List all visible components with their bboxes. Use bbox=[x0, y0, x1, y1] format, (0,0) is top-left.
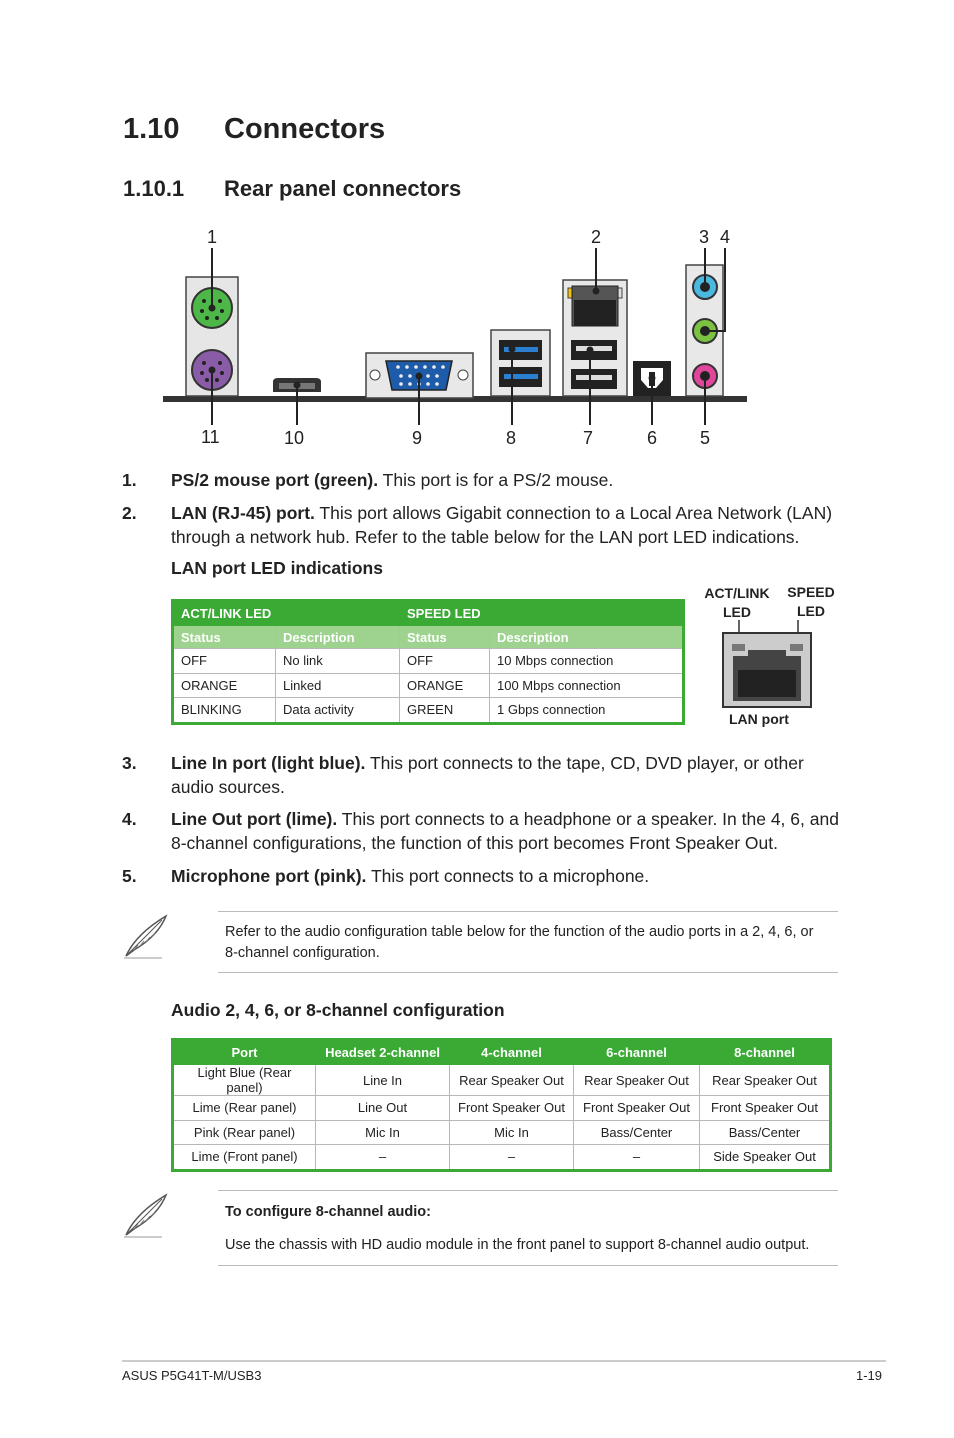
table-row bbox=[173, 1065, 831, 1096]
table-row bbox=[173, 1145, 831, 1171]
table-cell: 10 Mbps connection bbox=[490, 649, 684, 674]
table-cell: Front Speaker Out bbox=[700, 1096, 831, 1121]
group-header-speed: SPEED LED bbox=[400, 601, 684, 626]
section-title: 1.10 Connectors bbox=[123, 113, 386, 145]
table-cell: Data activity bbox=[276, 698, 400, 724]
note-box-1 bbox=[218, 911, 838, 973]
table-cell: – bbox=[574, 1145, 700, 1171]
table-cell: Rear Speaker Out bbox=[574, 1065, 700, 1096]
column-header: Headset 2-channel bbox=[316, 1040, 450, 1065]
table-cell: Rear Speaker Out bbox=[450, 1065, 574, 1096]
callout-10: 10 bbox=[284, 428, 305, 448]
table-cell: Linked bbox=[276, 673, 400, 698]
note-title-2: To configure 8-channel audio: bbox=[225, 1204, 431, 1220]
speed-led-label: SPEED LED bbox=[787, 584, 835, 619]
callout-6: 6 bbox=[647, 428, 658, 448]
callout-7: 7 bbox=[583, 428, 594, 448]
table-cell: Line In bbox=[316, 1065, 450, 1096]
table-cell: – bbox=[316, 1145, 450, 1171]
table-row bbox=[173, 1120, 831, 1145]
column-header: 6-channel bbox=[574, 1040, 700, 1065]
lan-port-caption: LAN port bbox=[729, 711, 789, 727]
note-pen-icon bbox=[122, 1191, 170, 1239]
audio-config-table bbox=[171, 1038, 832, 1172]
list-item-5: 5. Microphone port (pink). This port connects to a microphone. bbox=[122, 866, 650, 886]
table-cell: Rear Speaker Out bbox=[700, 1065, 831, 1096]
table-row bbox=[173, 673, 684, 698]
table-cell: Mic In bbox=[316, 1120, 450, 1145]
table-cell: Line Out bbox=[316, 1096, 450, 1121]
table-row bbox=[173, 698, 684, 724]
callout-11: 11 bbox=[201, 427, 220, 447]
table-cell: OFF bbox=[173, 649, 276, 674]
table-cell: – bbox=[450, 1145, 574, 1171]
callout-2: 2 bbox=[591, 227, 602, 247]
list-item-4: 4. Line Out port (lime). This port connects to a headphone or a speaker. In the 4, 6, and 8-channel configurations, the function of this port becomes Front Speaker Out. bbox=[122, 809, 839, 853]
table-cell: Front Speaker Out bbox=[574, 1096, 700, 1121]
list-item-1: 1. PS/2 mouse port (green). This port is for a PS/2 mouse. bbox=[122, 470, 614, 490]
list-item-2: 2. LAN (RJ-45) port. This port allows Gigabit connection to a Local Area Network (LAN) through a network hub. Refer to the table below for the LAN port LED indications. bbox=[122, 503, 833, 547]
column-header: Status bbox=[400, 626, 490, 649]
footer-rule bbox=[122, 1360, 886, 1362]
rear-panel-diagram bbox=[155, 240, 755, 430]
table-cell: Bass/Center bbox=[700, 1120, 831, 1145]
table-cell: OFF bbox=[400, 649, 490, 674]
column-header: Description bbox=[276, 626, 400, 649]
table-cell: Pink (Rear panel) bbox=[173, 1120, 316, 1145]
table-cell: Front Speaker Out bbox=[450, 1096, 574, 1121]
lan-usb-block bbox=[563, 280, 627, 396]
lan-port-figure bbox=[720, 620, 815, 710]
led-table-title: LAN port LED indications bbox=[171, 558, 383, 578]
callout-4: 4 bbox=[720, 227, 731, 247]
note-text-1: Refer to the audio configuration table below for the function of the audio ports in a 2, 4, 6, or 8-channel configuration. bbox=[225, 924, 814, 961]
usb3-ports bbox=[491, 330, 550, 396]
table-cell: Mic In bbox=[450, 1120, 574, 1145]
table-cell: GREEN bbox=[400, 698, 490, 724]
table-cell: 1 Gbps connection bbox=[490, 698, 684, 724]
group-header-act-link: ACT/LINK LED bbox=[173, 601, 400, 626]
column-header: Description bbox=[490, 626, 684, 649]
audio-table-title: Audio 2, 4, 6, or 8-channel configuration bbox=[171, 1000, 505, 1020]
table-cell: Lime (Front panel) bbox=[173, 1145, 316, 1171]
callout-9: 9 bbox=[412, 428, 423, 448]
act-link-led-label: ACT/LINK LED bbox=[704, 585, 770, 620]
column-header: Port bbox=[173, 1040, 316, 1065]
note-text-2: Use the chassis with HD audio module in the front panel to support 8-channel audio output. bbox=[225, 1237, 810, 1253]
table-cell: Light Blue (Rear panel) bbox=[173, 1065, 316, 1096]
table-cell: Side Speaker Out bbox=[700, 1145, 831, 1171]
table-cell: Bass/Center bbox=[574, 1120, 700, 1145]
column-header: 4-channel bbox=[450, 1040, 574, 1065]
footer-product: ASUS P5G41T-M/USB3 bbox=[122, 1368, 262, 1383]
subsection-title: 1.10.1 Rear panel connectors bbox=[123, 176, 462, 201]
table-row bbox=[173, 649, 684, 674]
callout-8: 8 bbox=[506, 428, 517, 448]
table-cell: ORANGE bbox=[400, 673, 490, 698]
column-header: 8-channel bbox=[700, 1040, 831, 1065]
footer-page-number: 1-19 bbox=[856, 1368, 883, 1383]
callout-5: 5 bbox=[700, 428, 711, 448]
note-pen-icon bbox=[122, 912, 170, 960]
table-cell: Lime (Rear panel) bbox=[173, 1096, 316, 1121]
lan-led-table bbox=[171, 599, 685, 725]
table-cell: No link bbox=[276, 649, 400, 674]
table-cell: 100 Mbps connection bbox=[490, 673, 684, 698]
table-row bbox=[173, 1096, 831, 1121]
table-cell: ORANGE bbox=[173, 673, 276, 698]
list-item-3: 3. Line In port (light blue). This port connects to the tape, CD, DVD player, or other audio sources. bbox=[122, 753, 804, 797]
table-cell: BLINKING bbox=[173, 698, 276, 724]
callout-3: 3 bbox=[699, 227, 710, 247]
column-header: Status bbox=[173, 626, 276, 649]
note-box-2 bbox=[218, 1190, 838, 1266]
callout-1: 1 bbox=[207, 227, 218, 247]
